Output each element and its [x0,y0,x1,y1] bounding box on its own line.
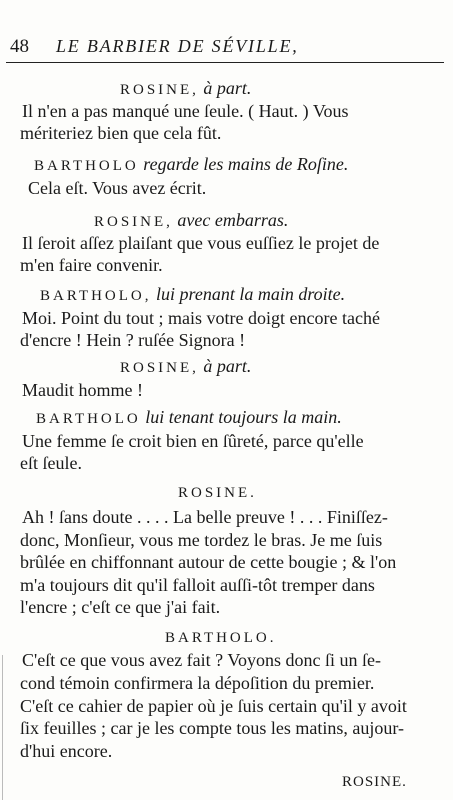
speaker-name: BARTHOLO, [40,288,152,304]
text-line: d'hui encore. [20,741,113,761]
speaker-name: BARTHOLO [34,158,139,174]
speaker-line [94,210,288,232]
text-line: Une femme ſe croit bien en ſûreté, parce qu'elle [22,431,364,451]
text-line: Maudit homme ! [22,380,143,400]
text-line: Il n'en a pas manqué une ſeule. ( Haut. ) Vous [22,101,349,121]
text-line: Ah ! ſans doute . . . . La belle preuve ! . . . Finiſſez- [22,507,388,527]
page-edge-shadow [2,655,3,800]
running-head: LE BARBIER DE SÉVILLE, [56,36,299,56]
stage-direction: à part. [198,78,252,98]
text-line: mériteriez bien que cela fût. [20,123,222,143]
stage-direction: lui prenant la main droite. [151,284,346,304]
text-line: m'en faire convenir. [20,255,163,275]
speaker-name: BARTHOLO [36,411,141,427]
speaker-line [36,407,342,429]
text-line: donc, Monſieur, vous me tordez le bras. Je me ſuis [20,530,383,550]
catchword: ROSINE. [342,774,407,790]
text-line: Cela eſt. Vous avez écrit. [28,178,207,198]
speaker-name: ROSINE, [120,360,199,376]
stage-direction: avec embarras. [172,210,289,230]
text-line: l'encre ; c'eſt ce que j'ai fait. [20,597,221,617]
speaker-name: ROSINE. [178,485,257,501]
text-line: C'eſt ce cahier de papier où je ſuis certain qu'il y avoit [20,696,407,716]
stage-direction: à part. [198,356,252,376]
stage-direction: lui tenant toujours la main. [140,407,342,427]
speaker-name: ROSINE, [94,214,173,230]
text-line: brûlée en chiffonnant autour de cette bougie ; & l'on [20,552,397,572]
text-line: m'a toujours dit qu'il falloit auſſi-tôt tremper dans [20,575,375,595]
speaker-line [120,356,251,378]
text-line: eſt ſeule. [20,453,82,473]
text-line: Moi. Point du tout ; mais votre doigt encore taché [22,308,380,328]
speaker-line [120,78,251,100]
text-line: Il ſeroit aſſez plaiſant que vous euſſiez le projet de [22,233,380,253]
text-line: d'encre ! Hein ? ruſée Signora ! [20,330,246,350]
speaker-name: BARTHOLO. [165,630,277,646]
speaker-name: ROSINE, [120,82,199,98]
speaker-line [178,481,257,503]
stage-direction: regarde les mains de Roſine. [138,154,349,174]
header-rule [6,62,444,63]
text-line: cond témoin confirmera la dépoſition du premier. [20,673,375,693]
page-number: 48 [10,36,29,57]
speaker-line [34,154,348,176]
text-line: C'eſt ce que vous avez fait ? Voyons donc ſi un ſe- [22,650,381,670]
speaker-line [165,626,277,648]
text-line: ſix feuilles ; car je les compte tous les matins, aujour- [20,718,405,738]
speaker-line [40,284,345,306]
